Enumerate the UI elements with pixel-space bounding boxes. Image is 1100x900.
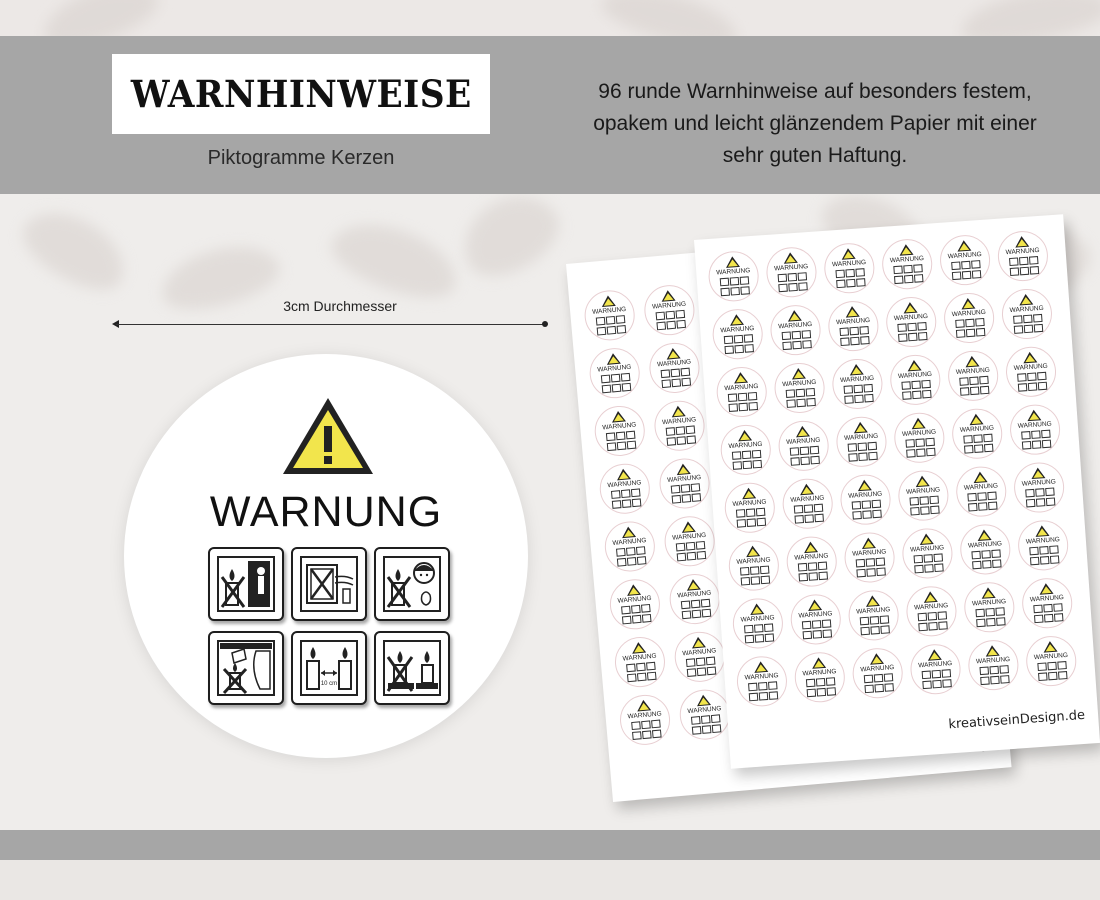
mini-sticker-label: WARNUNG <box>666 474 702 484</box>
mini-sticker-label: WARNUNG <box>893 312 929 323</box>
mini-sticker <box>1016 519 1069 572</box>
mini-sticker <box>938 233 991 286</box>
mini-sticker <box>831 357 884 410</box>
mini-sticker-label: WARNUNG <box>897 370 933 381</box>
distance-label: 10 cm <box>320 681 338 687</box>
mini-sticker <box>827 299 880 352</box>
background-bottom <box>0 860 1100 900</box>
mini-sticker-label: WARNUNG <box>602 421 637 432</box>
mini-sticker <box>588 346 642 400</box>
mini-sticker <box>793 651 846 704</box>
mini-sticker-label: WARNUNG <box>740 614 775 624</box>
mini-sticker-label: WARNUNG <box>971 598 1007 608</box>
candle-heat-resistant-base-icon <box>374 631 450 705</box>
mini-sticker <box>715 365 768 418</box>
mini-sticker <box>765 246 818 299</box>
mini-sticker-label: WARNUNG <box>1017 420 1052 430</box>
mini-sticker <box>851 647 904 700</box>
mini-sticker-label: WARNUNG <box>831 259 867 269</box>
dimension-label: 3cm Durchmesser <box>283 298 397 314</box>
mini-sticker <box>603 519 657 573</box>
mini-sticker <box>839 473 892 526</box>
mini-sticker <box>901 527 954 580</box>
mini-sticker <box>647 341 701 395</box>
leaf-shadow <box>324 210 467 311</box>
dimension-line <box>116 324 546 325</box>
mini-sticker-label: WARNUNG <box>1013 362 1048 373</box>
mini-sticker <box>785 535 838 588</box>
mini-sticker <box>909 643 962 696</box>
mini-sticker <box>673 630 727 684</box>
mini-sticker <box>955 465 1008 518</box>
mini-sticker <box>769 303 822 356</box>
mini-sticker-label: WARNUNG <box>951 308 987 319</box>
mini-sticker <box>889 353 942 406</box>
mini-sticker <box>1004 345 1057 398</box>
mini-sticker <box>951 407 1004 460</box>
mini-sticker-label: WARNUNG <box>736 556 771 566</box>
mini-sticker-label: WARNUNG <box>591 305 627 316</box>
mini-sticker <box>1021 577 1074 630</box>
mini-sticker-label: WARNUNG <box>651 300 687 311</box>
mini-sticker-label: WARNUNG <box>975 655 1011 666</box>
mini-sticker-label: WARNUNG <box>843 432 879 442</box>
mini-sticker <box>897 469 950 522</box>
mini-sticker-label: WARNUNG <box>913 602 949 612</box>
mini-sticker-label: WARNUNG <box>777 320 813 331</box>
mini-sticker <box>657 456 711 510</box>
mini-sticker <box>678 688 732 742</box>
mini-sticker <box>642 283 696 337</box>
mini-sticker <box>777 419 830 472</box>
mini-sticker <box>731 597 784 650</box>
mini-sticker-label: WARNUNG <box>847 490 883 500</box>
mini-sticker <box>707 250 760 303</box>
mini-sticker <box>711 307 764 360</box>
mini-sticker-label: WARNUNG <box>716 267 751 277</box>
mini-sticker-label: WARNUNG <box>622 652 657 663</box>
footer-band <box>0 830 1100 860</box>
mini-sticker-label: WARNUNG <box>773 263 809 273</box>
mini-sticker-label: WARNUNG <box>1025 536 1061 546</box>
mini-sticker <box>723 481 776 534</box>
mini-sticker-label: WARNUNG <box>1005 246 1040 257</box>
mini-sticker-label: WARNUNG <box>1029 594 1065 604</box>
mini-sticker <box>663 514 717 568</box>
mini-sticker-label: WARNUNG <box>794 552 829 562</box>
mini-sticker-label: WARNUNG <box>798 610 833 620</box>
mini-sticker-label: WARNUNG <box>728 440 763 451</box>
mini-sticker <box>1012 461 1065 514</box>
mini-sticker <box>959 523 1012 576</box>
mini-sticker <box>668 572 722 626</box>
mini-sticker-label: WARNUNG <box>963 482 999 492</box>
mini-sticker-label: WARNUNG <box>856 606 891 616</box>
warning-triangle-icon <box>281 396 375 476</box>
mini-sticker <box>1025 634 1078 687</box>
mini-sticker-label: WARNUNG <box>617 594 652 605</box>
mini-sticker-label: WARNUNG <box>889 255 925 265</box>
mini-sticker-label: WARNUNG <box>607 479 642 490</box>
candles-10cm-distance-icon <box>291 631 367 705</box>
mini-sticker-label: WARNUNG <box>724 382 759 393</box>
mini-sticker-label: WARNUNG <box>839 374 875 385</box>
brand-label: kreativseinDesign.de <box>947 707 1086 733</box>
mini-sticker <box>773 361 826 414</box>
mini-sticker <box>946 349 999 402</box>
mini-sticker-label: WARNUNG <box>671 531 707 542</box>
mini-sticker-label: WARNUNG <box>790 494 825 504</box>
mini-sticker-label: WARNUNG <box>687 705 722 716</box>
mini-sticker-label: WARNUNG <box>905 486 941 496</box>
mini-sticker-label: WARNUNG <box>720 325 755 335</box>
candle-away-from-curtains-icon <box>208 547 284 621</box>
mini-sticker-label: WARNUNG <box>947 250 982 261</box>
candle-no-flammable-objects-icon <box>208 631 284 705</box>
mini-sticker-label: WARNUNG <box>835 316 871 327</box>
mini-sticker-label: WARNUNG <box>732 498 767 508</box>
mini-sticker <box>1008 403 1061 456</box>
mini-sticker <box>963 581 1016 634</box>
mini-sticker-label: WARNUNG <box>786 436 821 447</box>
mini-sticker-label: WARNUNG <box>959 424 995 434</box>
mini-sticker <box>967 638 1020 691</box>
mini-sticker-label: WARNUNG <box>1021 478 1057 488</box>
mini-sticker <box>905 585 958 638</box>
subtitle: Piktogramme Kerzen <box>207 147 395 169</box>
leaf-shadow <box>12 197 137 304</box>
mini-sticker-label: WARNUNG <box>682 647 717 658</box>
candle-no-draft-icon <box>291 547 367 621</box>
mini-sticker <box>598 462 652 516</box>
mini-sticker <box>893 411 946 464</box>
sticker-preview <box>124 354 528 758</box>
mini-sticker-label: WARNUNG <box>917 660 953 670</box>
mini-sticker-label: WARNUNG <box>597 363 632 374</box>
mini-sticker <box>847 589 900 642</box>
mini-sticker <box>781 477 834 530</box>
mini-sticker-label: WARNUNG <box>782 378 817 389</box>
mini-sticker <box>727 539 780 592</box>
warning-word: WARNUNG <box>209 488 443 536</box>
mini-sticker-label: WARNUNG <box>901 428 937 438</box>
mini-sticker <box>735 655 788 708</box>
page-title: WARNHINWEISE <box>130 72 472 116</box>
mini-sticker-label: WARNUNG <box>909 544 945 554</box>
mini-sticker-label: WARNUNG <box>627 710 662 721</box>
mini-sticker <box>823 242 876 295</box>
mini-sticker <box>881 238 934 291</box>
pictogram-grid <box>208 547 448 705</box>
mini-sticker <box>652 399 706 453</box>
background-top <box>0 0 1100 36</box>
mini-sticker-label: WARNUNG <box>802 668 837 678</box>
mini-sticker-label: WARNUNG <box>677 589 712 600</box>
mini-sticker-label: WARNUNG <box>852 548 887 558</box>
mini-sticker-label: WARNUNG <box>744 672 779 682</box>
leaf-shadow <box>449 180 571 291</box>
mini-sticker <box>719 423 772 476</box>
mini-sticker-label: WARNUNG <box>955 366 991 377</box>
sticker-sheet-front <box>694 214 1100 769</box>
product-description: 96 runde Warnhinweise auf besonders festem, opakem und leicht glänzendem Papier mit einer sehr guten Haftung. <box>593 80 1037 167</box>
mini-sticker <box>583 288 637 342</box>
mini-sticker <box>593 404 647 458</box>
mini-sticker <box>789 593 842 646</box>
mini-sticker <box>996 229 1049 282</box>
candle-keep-away-children-pets-icon <box>374 547 450 621</box>
mini-sticker <box>835 415 888 468</box>
mini-sticker-label: WARNUNG <box>1033 651 1069 662</box>
mini-sticker-label: WARNUNG <box>656 358 692 369</box>
mini-sticker <box>613 635 667 689</box>
title-box <box>112 54 490 134</box>
dot-end-icon <box>542 321 548 327</box>
mini-sticker <box>608 577 662 631</box>
mini-sticker-label: WARNUNG <box>967 540 1003 550</box>
mini-sticker <box>885 295 938 348</box>
mini-sticker <box>618 693 672 747</box>
mini-sticker-label: WARNUNG <box>1009 304 1044 315</box>
mini-sticker <box>1000 287 1053 340</box>
mini-sticker-label: WARNUNG <box>661 416 697 427</box>
mini-sticker <box>942 291 995 344</box>
mini-sticker-label: WARNUNG <box>860 664 895 674</box>
mini-sticker <box>843 531 896 584</box>
mini-sticker-label: WARNUNG <box>612 537 647 547</box>
